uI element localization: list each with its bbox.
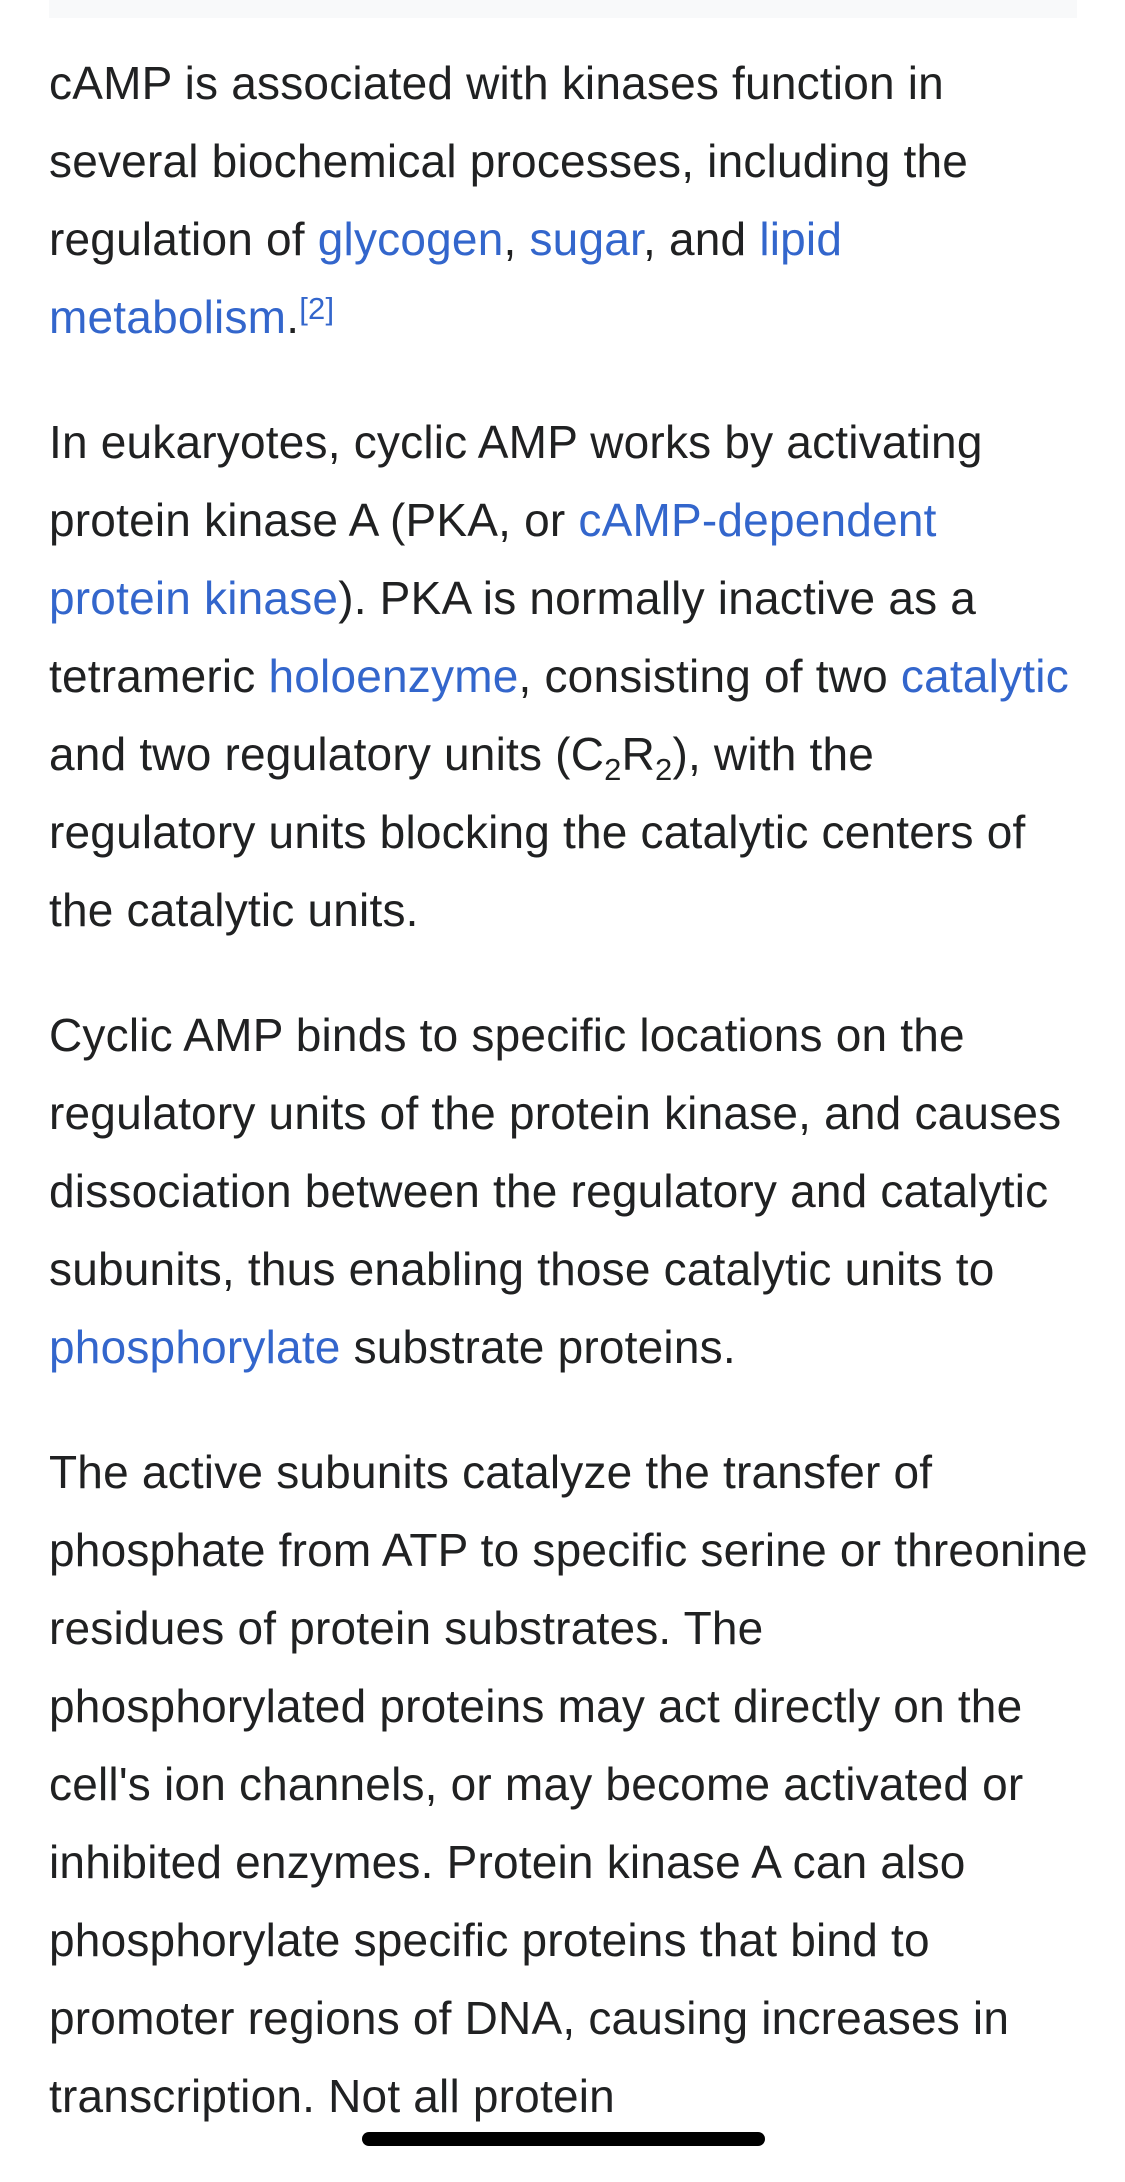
- subscript: 2: [654, 752, 673, 787]
- infobox-bottom-edge: [49, 0, 1077, 18]
- text: ,: [503, 213, 530, 265]
- link-glycogen[interactable]: glycogen: [317, 213, 504, 265]
- reference-2-link[interactable]: [2]: [299, 291, 335, 326]
- paragraph-active-subunits: [49, 1433, 1089, 2135]
- paragraph-cyclic-amp-binds: [49, 996, 1089, 1386]
- text: cAMP is associated with kinases function in several biochemical processes, including the regulation of: [49, 57, 969, 265]
- text: In eukaryotes, cyclic AMP works by activating protein kinase A (PKA, or: [49, 416, 983, 546]
- paragraph-eukaryotes-pka: [49, 403, 1089, 949]
- home-indicator[interactable]: [362, 2132, 765, 2146]
- text: substrate proteins.: [340, 1321, 736, 1373]
- link-holoenzyme[interactable]: holoenzyme: [268, 650, 519, 702]
- link-camp-dependent-protein-kinase[interactable]: cAMP-dependent protein kinase: [49, 494, 937, 624]
- text: ). PKA is normally inactive as a tetrameric: [49, 572, 977, 702]
- subscript: 2: [604, 752, 622, 787]
- text: .: [286, 291, 300, 343]
- article-body: [49, 44, 1089, 2182]
- text: R: [621, 728, 655, 780]
- text: , and: [643, 213, 760, 265]
- text: , consisting of two: [518, 650, 901, 702]
- text: Cyclic AMP binds to specific locations on the regulatory units of the protein kinase, and causes dissociation between the regulatory and catalytic subunits, thus enabling those catalytic units to: [49, 1009, 1062, 1295]
- link-catalytic[interactable]: catalytic: [900, 650, 1069, 702]
- link-sugar[interactable]: sugar: [529, 213, 644, 265]
- text: ), with the regulatory units blocking the catalytic centers of the catalytic units.: [49, 728, 1026, 936]
- link-phosphorylate[interactable]: phosphorylate: [49, 1321, 341, 1373]
- text: The active subunits catalyze the transfer of phosphate from ATP to specific serine or threonine residues of protein substrates. The phosphorylated proteins may act directly on the cell's ion channels, or may become activated or inhibited enzymes. Protein kinase A can also phosphorylate specific proteins that bind to promoter regions of DNA, causing increases in transcription. Not all protein: [49, 1446, 1088, 2122]
- link-lipid-metabolism[interactable]: lipid metabolism: [49, 213, 843, 343]
- paragraph-camp-kinases: [49, 44, 1089, 356]
- text: and two regulatory units (C: [49, 728, 605, 780]
